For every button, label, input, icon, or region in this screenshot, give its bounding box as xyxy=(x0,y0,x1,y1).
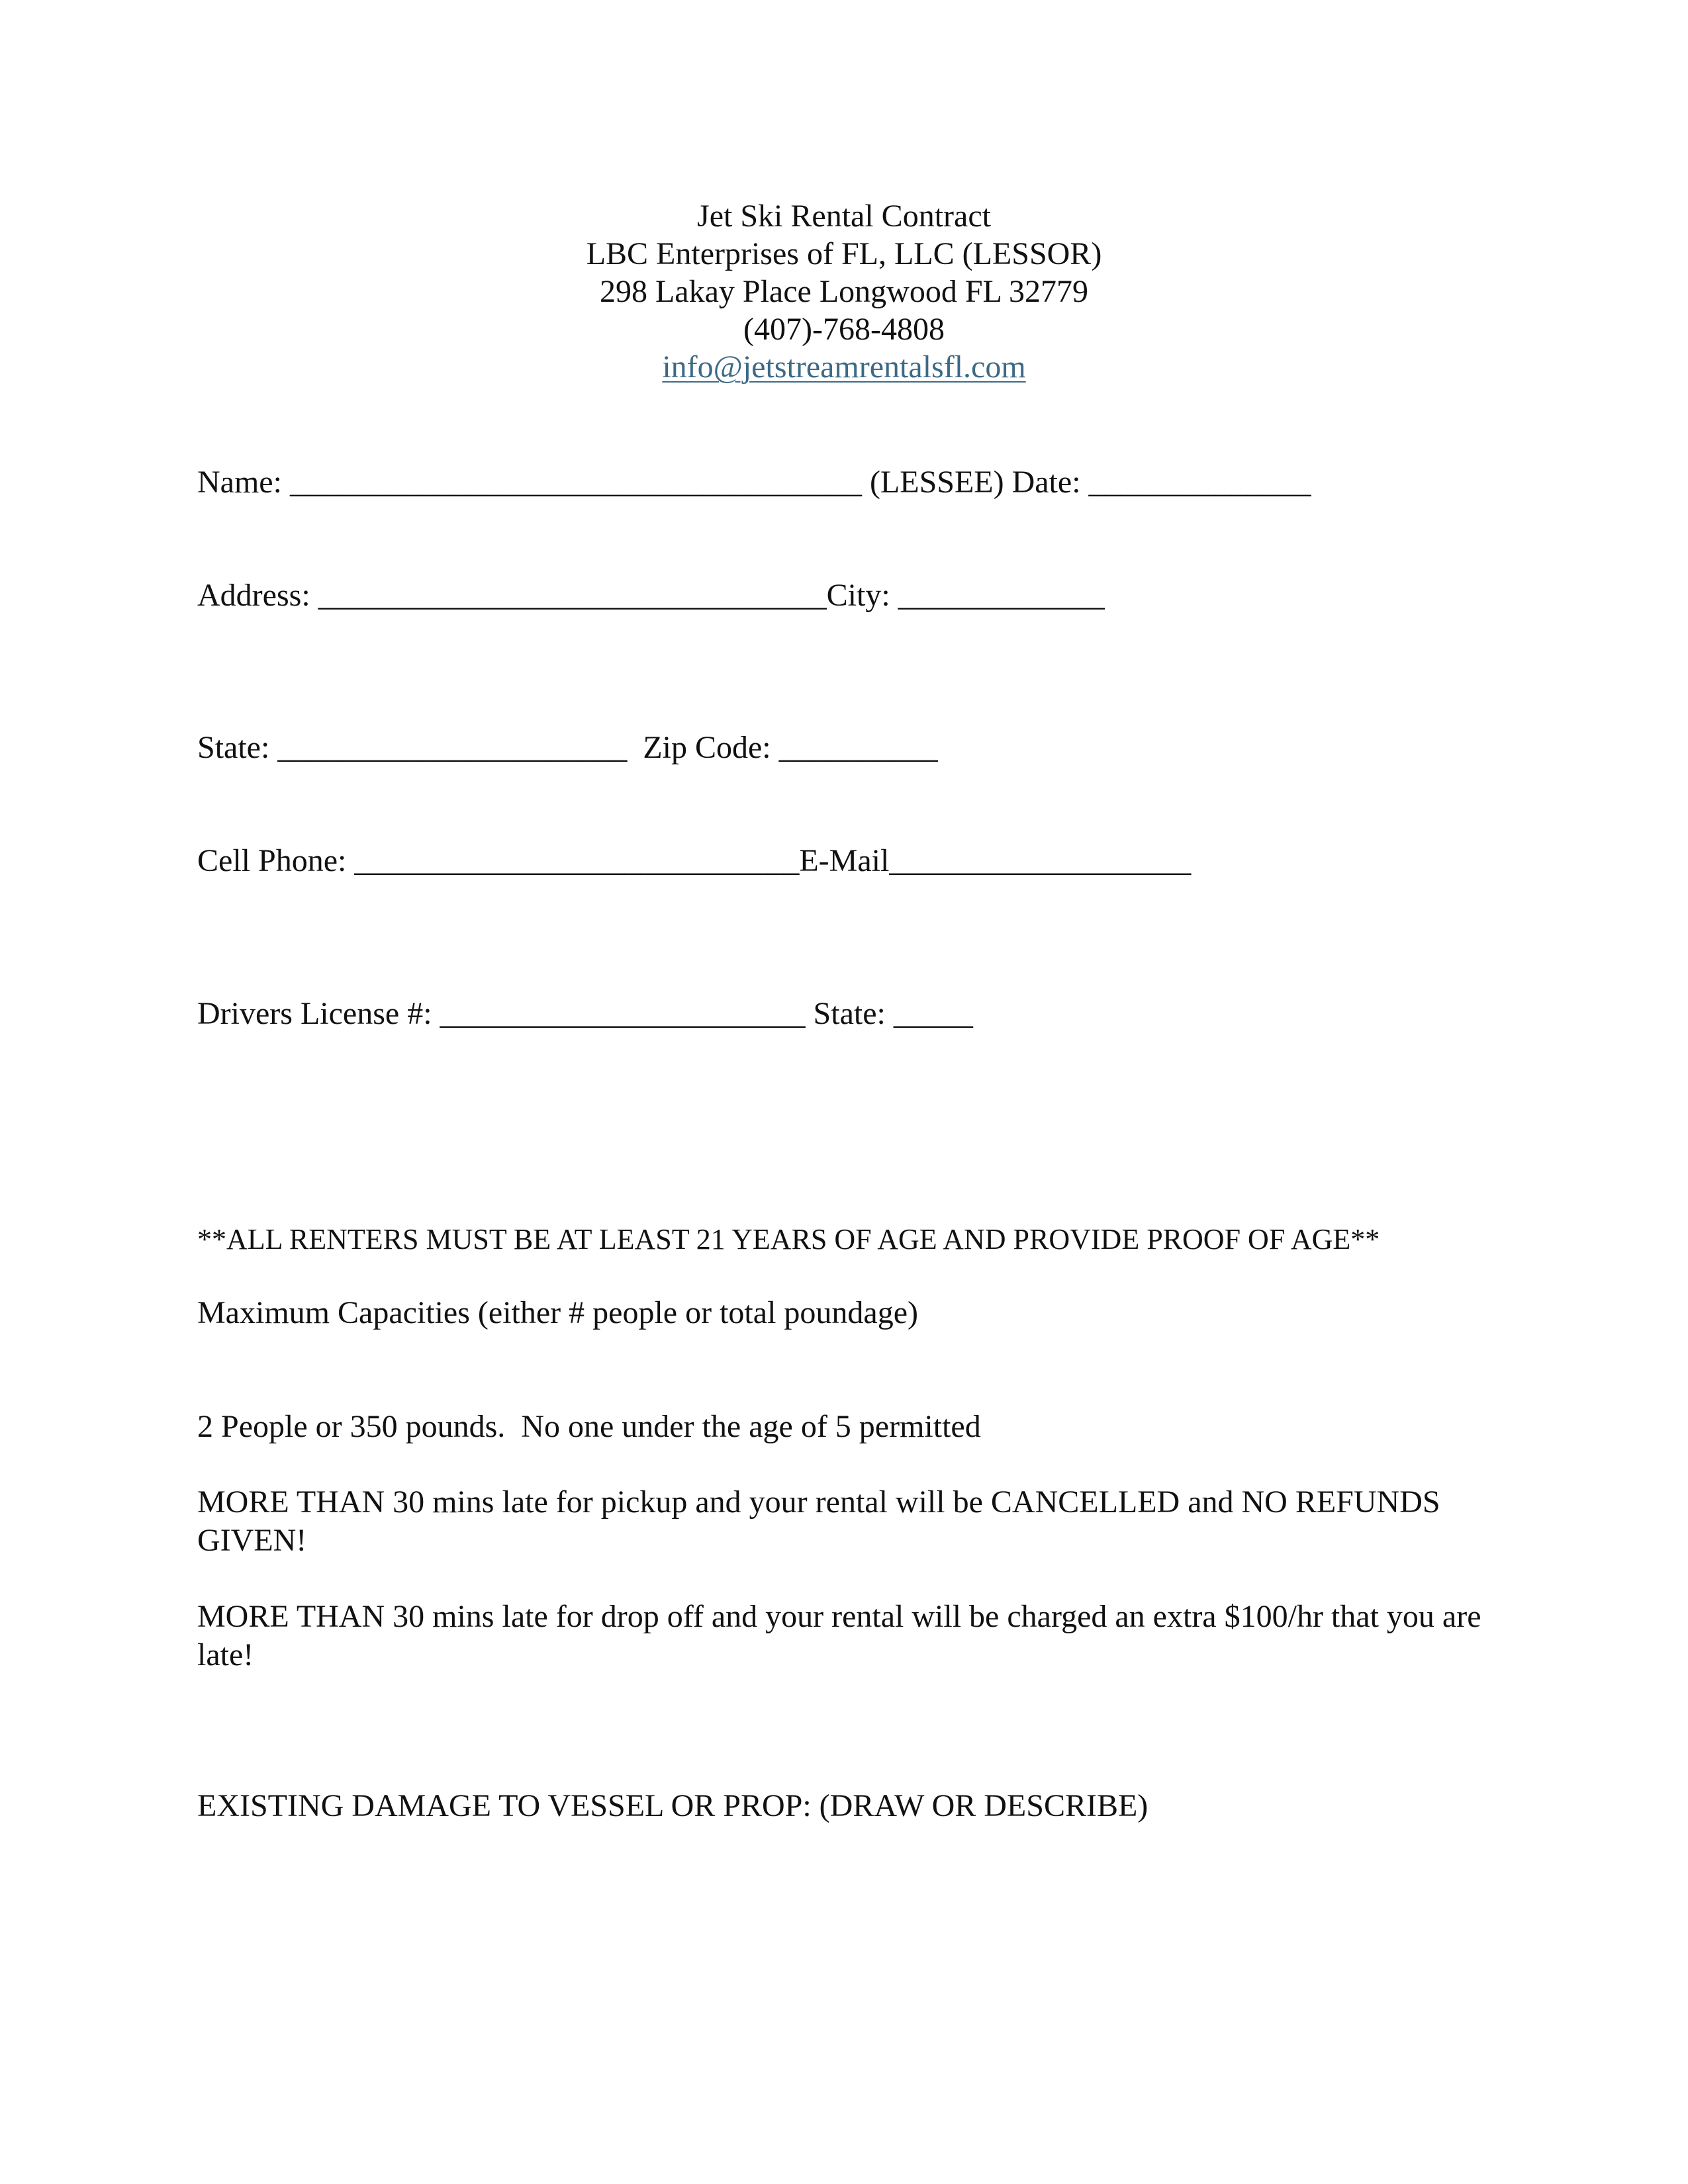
lessor-email-link[interactable]: info@jetstreamrentalsfl.com xyxy=(662,349,1026,385)
existing-damage-heading: EXISTING DAMAGE TO VESSEL OR PROP: (DRAW OR DESCRIBE) xyxy=(197,1788,1149,1823)
age-requirement-notice: **ALL RENTERS MUST BE AT LEAST 21 YEARS OF AGE AND PROVIDE PROOF OF AGE** xyxy=(197,1223,1380,1255)
address-city-field-line[interactable]: Address: ________________________________City: _____________ xyxy=(197,578,1105,613)
pickup-late-policy: MORE THAN 30 mins late for pickup and your rental will be CANCELLED and NO REFUNDS GIVEN! xyxy=(197,1484,1440,1558)
capacity-detail: 2 People or 350 pounds. No one under the age of 5 permitted xyxy=(197,1409,981,1444)
contract-header xyxy=(0,197,1688,386)
license-state-field-line[interactable]: Drivers License #: _______________________ State: _____ xyxy=(197,996,973,1031)
contract-title: Jet Ski Rental Contract xyxy=(697,199,991,234)
phone-email-field-line[interactable]: Cell Phone: ____________________________E-Mail___________________ xyxy=(197,843,1192,878)
lessor-phone: (407)-768-4808 xyxy=(743,312,945,347)
state-zip-field-line[interactable]: State: ______________________ Zip Code: __________ xyxy=(197,730,938,765)
name-date-field-line[interactable]: Name: ____________________________________ (LESSEE) Date: ______________ xyxy=(197,465,1311,500)
lessor-company: LBC Enterprises of FL, LLC (LESSOR) xyxy=(586,236,1102,271)
lessor-address: 298 Lakay Place Longwood FL 32779 xyxy=(599,274,1089,309)
dropoff-late-policy: MORE THAN 30 mins late for drop off and your rental will be charged an extra $100/hr that you are late! xyxy=(197,1599,1481,1672)
capacity-heading: Maximum Capacities (either # people or total poundage) xyxy=(197,1295,918,1330)
